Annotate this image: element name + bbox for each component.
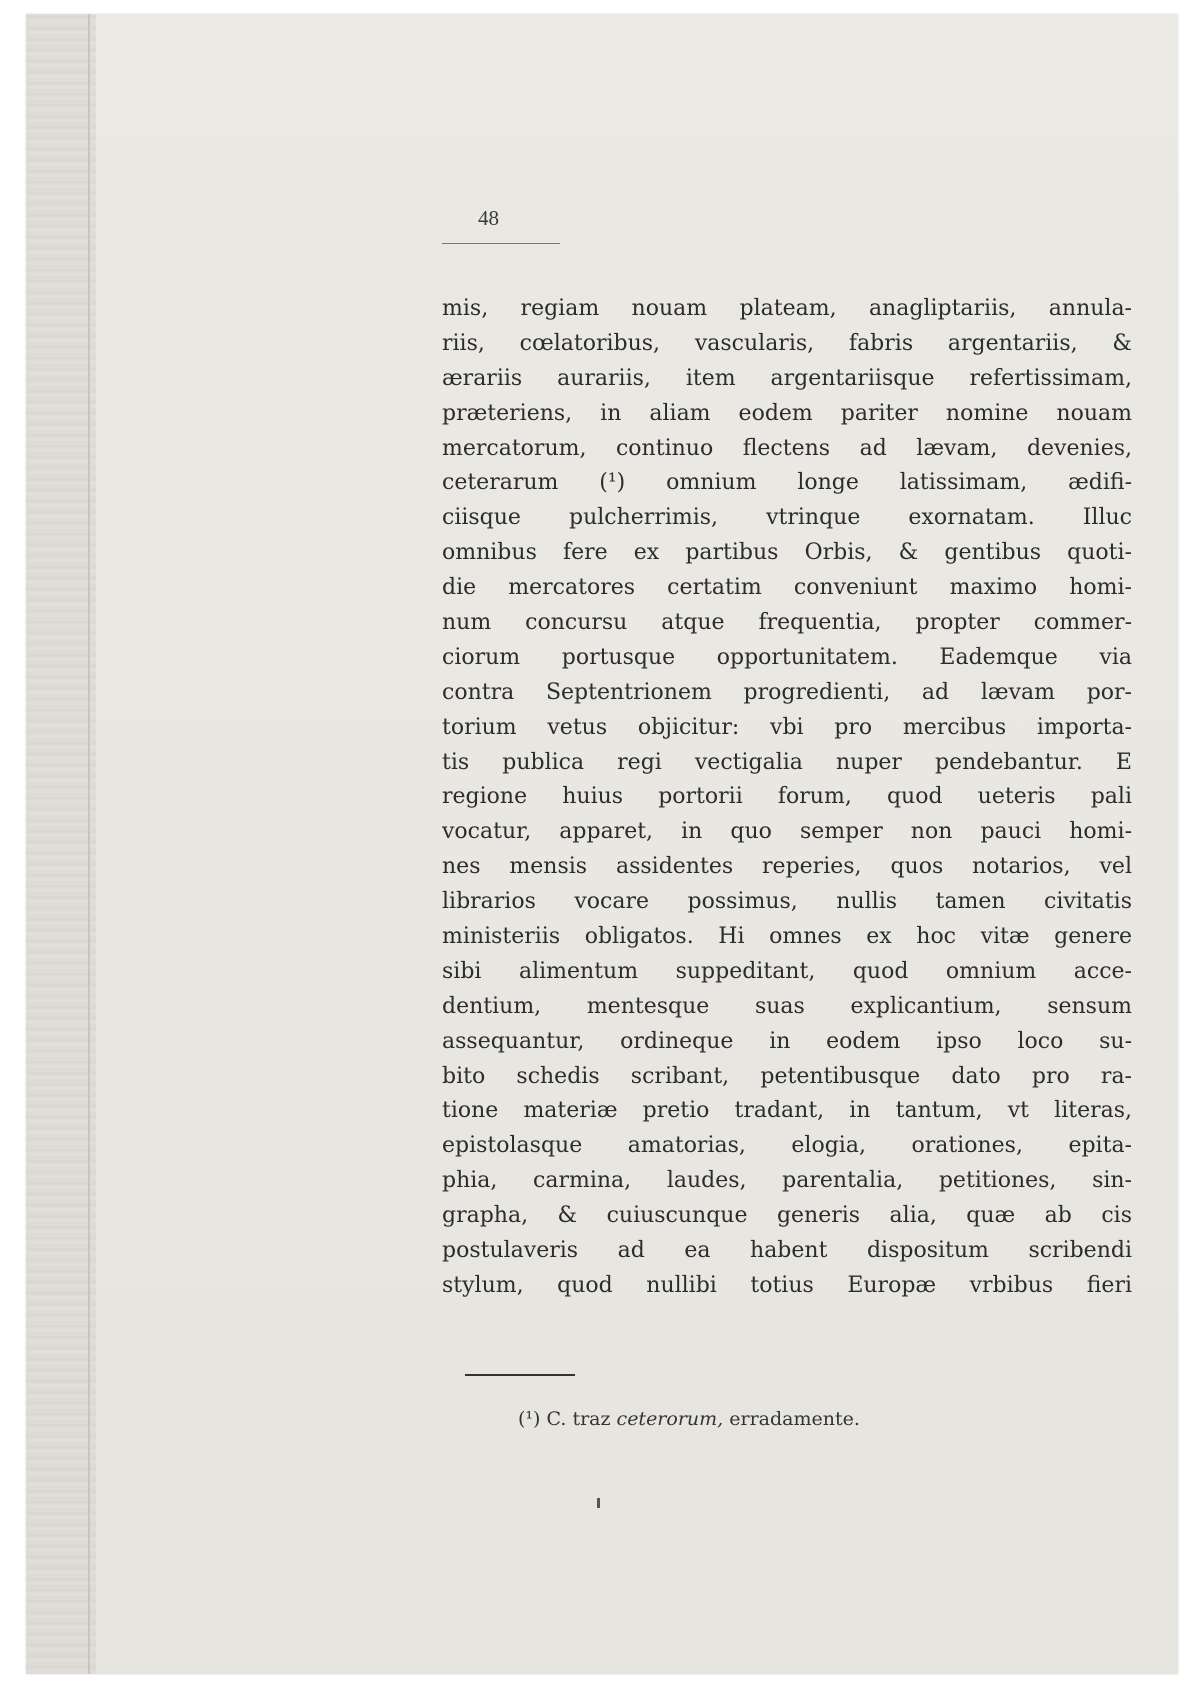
text-line: omnibus fere ex partibus Orbis, & gentibus quoti- <box>442 540 1132 566</box>
text-line: torium vetus objicitur: vbi pro mercibus importa- <box>442 714 1132 740</box>
text-line: sibi alimentum suppeditant, quod omnium acce- <box>442 958 1132 984</box>
page-number-rule <box>442 243 560 244</box>
text-line: contra Septentrionem progredienti, ad lævam por- <box>442 679 1132 705</box>
document-page <box>26 14 1178 1674</box>
footnote <box>518 1408 860 1430</box>
text-line: riis, cœlatoribus, vascularis, fabris argentariis, & <box>442 330 1132 356</box>
binding-edge <box>88 14 90 1674</box>
text-line: die mercatores certatim conveniunt maximo homi- <box>442 575 1132 601</box>
text-line: postulaveris ad ea habent dispositum scribendi <box>442 1238 1132 1264</box>
text-line: nes mensis assidentes reperies, quos notarios, vel <box>442 854 1132 880</box>
text-line: ciisque pulcherrimis, vtrinque exornatam. Illuc <box>442 505 1132 531</box>
text-line: ceterarum (¹) omnium longe latissimam, ædifi- <box>442 470 1132 496</box>
binding-gutter <box>26 14 96 1674</box>
text-line: stylum, quod nullibi totius Europæ vrbibus fieri <box>442 1272 1132 1298</box>
text-line: num concursu atque frequentia, propter commer- <box>442 610 1132 636</box>
text-line: ministeriis obligatos. Hi omnes ex hoc vitæ genere <box>442 924 1132 950</box>
page-number: 48 <box>478 206 499 230</box>
text-line: vocatur, apparet, in quo semper non pauci homi- <box>442 819 1132 845</box>
text-line: assequantur, ordineque in eodem ipso loco su- <box>442 1028 1132 1054</box>
body-text <box>442 292 1132 1304</box>
text-line: dentium, mentesque suas explicantium, sensum <box>442 993 1132 1019</box>
text-line: ærariis aurariis, item argentariisque refertissimam, <box>442 365 1132 391</box>
text-line: tione materiæ pretio tradant, in tantum, vt literas, <box>442 1098 1132 1124</box>
text-line: librarios vocare possimus, nullis tamen civitatis <box>442 889 1132 915</box>
footnote-marker: (¹) <box>518 1408 541 1430</box>
print-speck <box>597 1498 600 1508</box>
text-line: regione huius portorii forum, quod ueteris pali <box>442 784 1132 810</box>
text-line: grapha, & cuiuscunque generis alia, quæ ab cis <box>442 1203 1132 1229</box>
footnote-italic-word: ceterorum, <box>616 1408 724 1430</box>
text-line: ciorum portusque opportunitatem. Eademque via <box>442 644 1132 670</box>
text-line: epistolasque amatorias, elogia, orationes, epita- <box>442 1133 1132 1159</box>
text-line: phia, carmina, laudes, parentalia, petitiones, sin- <box>442 1168 1132 1194</box>
text-line: mis, regiam nouam plateam, anagliptariis, annula- <box>442 296 1132 321</box>
text-line: bito schedis scribant, petentibusque dato pro ra- <box>442 1063 1132 1089</box>
footnote-text-after: erradamente. <box>729 1408 860 1430</box>
text-line: mercatorum, continuo flectens ad lævam, devenies, <box>442 435 1132 461</box>
text-line: tis publica regi vectigalia nuper pendebantur. E <box>442 749 1132 775</box>
footnote-text-before: C. traz <box>546 1408 611 1430</box>
text-line: præteriens, in aliam eodem pariter nomine nouam <box>442 400 1132 426</box>
footnote-separator <box>465 1374 575 1376</box>
